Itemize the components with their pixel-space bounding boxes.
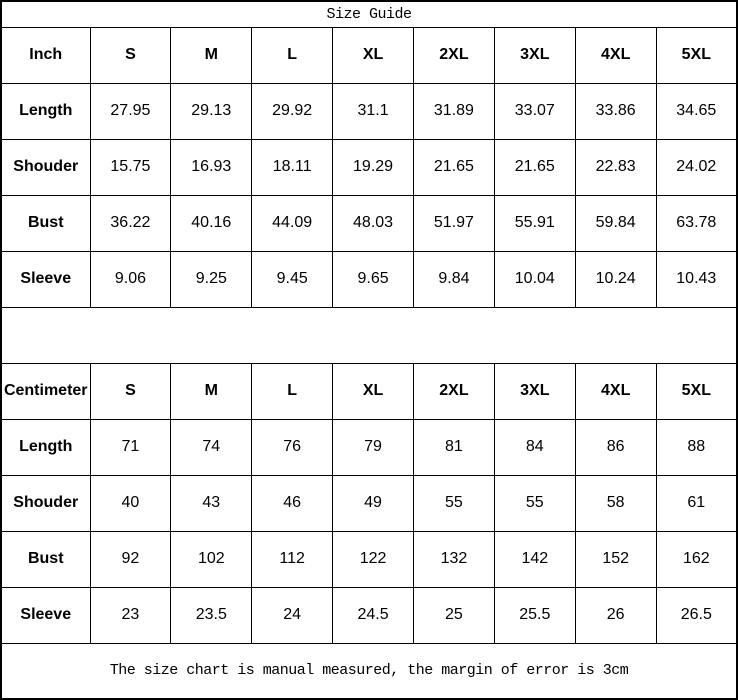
table-cell: 48.03 xyxy=(333,195,414,251)
row-label: Bust xyxy=(1,531,90,587)
table-cell: 9.84 xyxy=(414,251,495,307)
table-cell: 51.97 xyxy=(414,195,495,251)
row-label: Sleeve xyxy=(1,587,90,643)
table-cell: 162 xyxy=(656,531,737,587)
unit-header-inch: Inch xyxy=(1,27,90,83)
table-cell: 21.65 xyxy=(414,139,495,195)
row-label: Length xyxy=(1,83,90,139)
table-cell: 102 xyxy=(171,531,252,587)
table-cell: 63.78 xyxy=(656,195,737,251)
table-cell: 43 xyxy=(171,475,252,531)
table-cell: 33.07 xyxy=(494,83,575,139)
row-label: Shouder xyxy=(1,475,90,531)
size-header: M xyxy=(171,363,252,419)
size-header: 2XL xyxy=(414,363,495,419)
unit-header-centimeter: Centimeter xyxy=(1,363,90,419)
table-cell: 59.84 xyxy=(575,195,656,251)
size-header: 2XL xyxy=(414,27,495,83)
table-cell: 23 xyxy=(90,587,171,643)
table-cell: 122 xyxy=(333,531,414,587)
size-header: 5XL xyxy=(656,363,737,419)
row-label: Bust xyxy=(1,195,90,251)
table-cell: 18.11 xyxy=(252,139,333,195)
size-header: 4XL xyxy=(575,363,656,419)
table-cell: 112 xyxy=(252,531,333,587)
table-cell: 132 xyxy=(414,531,495,587)
page-title: Size Guide xyxy=(1,1,737,27)
cm-header-row xyxy=(1,363,737,419)
table-cell: 88 xyxy=(656,419,737,475)
table-cell: 19.29 xyxy=(333,139,414,195)
table-row-inch-bust xyxy=(1,195,737,251)
size-header: M xyxy=(171,27,252,83)
table-cell: 10.43 xyxy=(656,251,737,307)
table-row-cm-sleeve xyxy=(1,587,737,643)
size-header: L xyxy=(252,363,333,419)
table-cell: 26.5 xyxy=(656,587,737,643)
size-header: L xyxy=(252,27,333,83)
table-row-inch-shouder xyxy=(1,139,737,195)
table-cell: 23.5 xyxy=(171,587,252,643)
table-cell: 24 xyxy=(252,587,333,643)
table-row-cm-shouder xyxy=(1,475,737,531)
table-cell: 142 xyxy=(494,531,575,587)
table-cell: 9.45 xyxy=(252,251,333,307)
table-cell: 29.92 xyxy=(252,83,333,139)
table-cell: 33.86 xyxy=(575,83,656,139)
table-cell: 15.75 xyxy=(90,139,171,195)
table-cell: 46 xyxy=(252,475,333,531)
table-cell: 10.04 xyxy=(494,251,575,307)
table-cell: 16.93 xyxy=(171,139,252,195)
inch-header-row xyxy=(1,27,737,83)
table-cell: 55 xyxy=(494,475,575,531)
table-cell: 81 xyxy=(414,419,495,475)
size-header: S xyxy=(90,363,171,419)
table-row-inch-length xyxy=(1,83,737,139)
size-header: 3XL xyxy=(494,363,575,419)
table-cell: 10.24 xyxy=(575,251,656,307)
table-row-inch-sleeve xyxy=(1,251,737,307)
size-header: 5XL xyxy=(656,27,737,83)
table-cell: 22.83 xyxy=(575,139,656,195)
table-cell: 29.13 xyxy=(171,83,252,139)
size-header: 3XL xyxy=(494,27,575,83)
table-cell: 34.65 xyxy=(656,83,737,139)
table-cell: 76 xyxy=(252,419,333,475)
row-label: Length xyxy=(1,419,90,475)
size-header: XL xyxy=(333,363,414,419)
table-cell: 36.22 xyxy=(90,195,171,251)
table-cell: 74 xyxy=(171,419,252,475)
footer-row xyxy=(1,643,737,699)
table-cell: 44.09 xyxy=(252,195,333,251)
row-label: Shouder xyxy=(1,139,90,195)
table-cell: 84 xyxy=(494,419,575,475)
table-cell: 21.65 xyxy=(494,139,575,195)
table-cell: 71 xyxy=(90,419,171,475)
table-cell: 25 xyxy=(414,587,495,643)
table-cell: 40.16 xyxy=(171,195,252,251)
table-cell: 79 xyxy=(333,419,414,475)
spacer-cell xyxy=(1,307,737,363)
size-header: 4XL xyxy=(575,27,656,83)
spacer-row xyxy=(1,307,737,363)
table-cell: 40 xyxy=(90,475,171,531)
table-cell: 55.91 xyxy=(494,195,575,251)
table-cell: 26 xyxy=(575,587,656,643)
table-cell: 25.5 xyxy=(494,587,575,643)
table-cell: 92 xyxy=(90,531,171,587)
table-cell: 31.1 xyxy=(333,83,414,139)
table-cell: 9.25 xyxy=(171,251,252,307)
table-row-cm-bust xyxy=(1,531,737,587)
table-cell: 152 xyxy=(575,531,656,587)
table-row-cm-length xyxy=(1,419,737,475)
table-cell: 55 xyxy=(414,475,495,531)
title-row xyxy=(1,1,737,27)
table-cell: 9.06 xyxy=(90,251,171,307)
table-cell: 61 xyxy=(656,475,737,531)
table-cell: 24.02 xyxy=(656,139,737,195)
row-label: Sleeve xyxy=(1,251,90,307)
table-cell: 9.65 xyxy=(333,251,414,307)
table-cell: 86 xyxy=(575,419,656,475)
table-cell: 31.89 xyxy=(414,83,495,139)
footnote-text: The size chart is manual measured, the margin of error is 3cm xyxy=(1,643,737,699)
size-header: XL xyxy=(333,27,414,83)
table-cell: 24.5 xyxy=(333,587,414,643)
size-header: S xyxy=(90,27,171,83)
table-cell: 49 xyxy=(333,475,414,531)
table-cell: 27.95 xyxy=(90,83,171,139)
table-cell: 58 xyxy=(575,475,656,531)
